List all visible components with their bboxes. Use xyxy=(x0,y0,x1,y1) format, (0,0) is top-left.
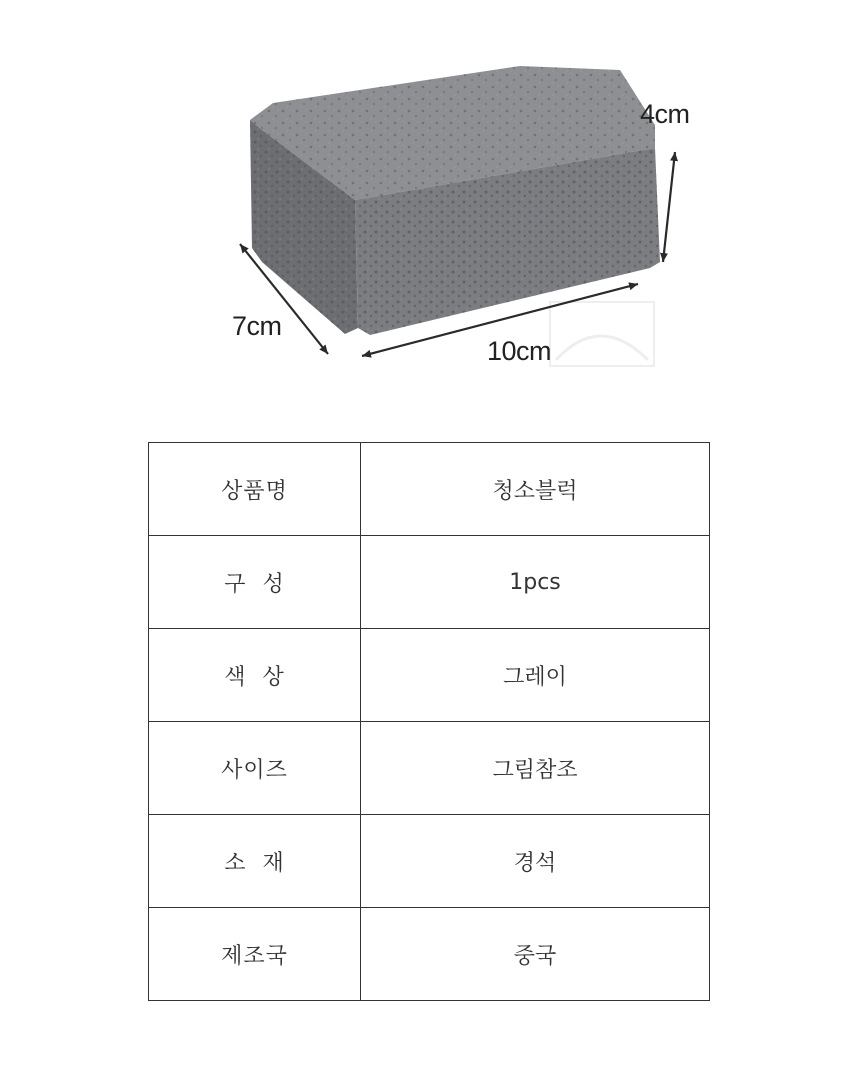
table-row xyxy=(149,536,710,629)
spec-label: 구 성 xyxy=(149,536,361,629)
spec-label: 사이즈 xyxy=(149,722,361,815)
spec-value: 그림참조 xyxy=(361,722,710,815)
spec-value: 중국 xyxy=(361,908,710,1001)
table-row xyxy=(149,815,710,908)
spec-label: 색 상 xyxy=(149,629,361,722)
height-arrow xyxy=(663,152,675,262)
spec-value: 청소블럭 xyxy=(361,443,710,536)
width-dimension-label: 10cm xyxy=(487,336,552,366)
table-row xyxy=(149,908,710,1001)
spec-label: 제조국 xyxy=(149,908,361,1001)
table-row xyxy=(149,629,710,722)
depth-dimension-label: 7cm xyxy=(232,311,282,341)
product-spec-table xyxy=(148,442,710,1001)
product-figure xyxy=(0,0,860,420)
table-row xyxy=(149,722,710,815)
pumice-block-illustration xyxy=(0,0,860,420)
table-row xyxy=(149,443,710,536)
spec-value: 경석 xyxy=(361,815,710,908)
spec-value: 그레이 xyxy=(361,629,710,722)
spec-label: 상품명 xyxy=(149,443,361,536)
spec-value: 1pcs xyxy=(361,536,710,629)
spec-label: 소 재 xyxy=(149,815,361,908)
watermark-logo xyxy=(550,302,654,366)
height-dimension-label: 4cm xyxy=(640,99,690,129)
